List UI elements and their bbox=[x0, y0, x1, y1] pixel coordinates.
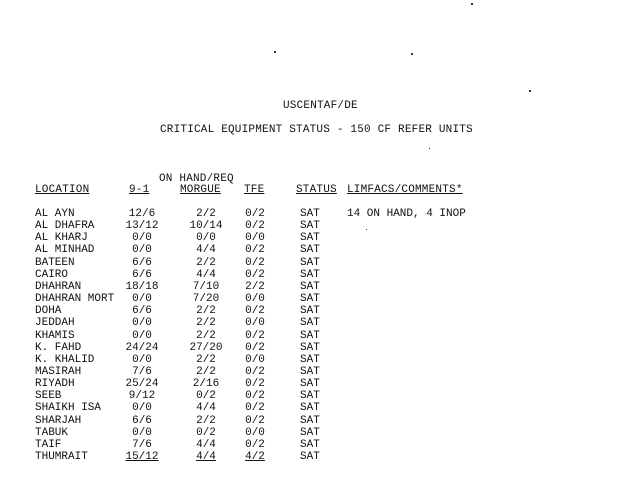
tfe-cell: 0/2 bbox=[245, 365, 265, 378]
nine-one-cell: 0/0 bbox=[132, 232, 152, 245]
scan-speck bbox=[471, 3, 473, 5]
nine-one-cell: 6/6 bbox=[132, 305, 152, 318]
location-cell: DOHA bbox=[35, 305, 62, 318]
status-cell: SAT bbox=[300, 426, 320, 439]
morgue-cell: 2/16 bbox=[192, 378, 220, 391]
nine-one-cell: 15/12 bbox=[125, 451, 159, 463]
morgue-cell: 7/20 bbox=[192, 293, 220, 306]
nine-one-cell: 0/0 bbox=[132, 402, 152, 415]
location-cell: AL MINHAD bbox=[35, 244, 95, 257]
status-cell: SAT bbox=[300, 390, 320, 403]
table-row bbox=[0, 330, 640, 342]
tfe-cell: 0/0 bbox=[245, 317, 265, 330]
tfe-cell: 0/2 bbox=[245, 341, 265, 354]
table-row bbox=[0, 402, 640, 414]
table-row bbox=[0, 427, 640, 439]
status-cell: SAT bbox=[300, 353, 320, 366]
table-row bbox=[0, 439, 640, 451]
table-row bbox=[0, 293, 640, 305]
tfe-cell: 0/2 bbox=[245, 438, 265, 451]
status-cell: SAT bbox=[300, 378, 320, 391]
header-status: STATUS bbox=[296, 184, 337, 196]
location-cell: K. KHALID bbox=[35, 353, 95, 366]
morgue-cell: 7/10 bbox=[192, 280, 220, 293]
status-cell: SAT bbox=[300, 232, 320, 245]
location-cell: KHAMIS bbox=[35, 329, 75, 342]
org-heading: USCENTAF/DE bbox=[283, 100, 358, 112]
tfe-cell: 0/2 bbox=[245, 256, 265, 269]
status-cell: SAT bbox=[300, 451, 320, 463]
nine-one-cell: 7/6 bbox=[132, 438, 152, 451]
nine-one-cell: 0/0 bbox=[132, 353, 152, 366]
nine-one-cell: 7/6 bbox=[132, 365, 152, 378]
location-cell: TAIF bbox=[35, 438, 62, 451]
location-cell: AL DHAFRA bbox=[35, 220, 95, 233]
table-row bbox=[0, 342, 640, 354]
tfe-cell: 0/2 bbox=[245, 208, 265, 220]
nine-one-cell: 0/0 bbox=[132, 329, 152, 342]
location-cell: MASIRAH bbox=[35, 365, 82, 378]
scan-speck bbox=[366, 229, 367, 230]
tfe-cell: 0/0 bbox=[245, 426, 265, 439]
header-comments: LIMFACS/COMMENTS* bbox=[347, 184, 463, 196]
status-cell: SAT bbox=[300, 293, 320, 306]
morgue-cell: 2/2 bbox=[196, 317, 216, 330]
status-cell: SAT bbox=[300, 220, 320, 233]
on-hand-req-heading: ON HAND/REQ bbox=[159, 173, 234, 185]
header-tfe: TFE bbox=[244, 184, 265, 196]
nine-one-cell: 6/6 bbox=[132, 256, 152, 269]
morgue-cell: 2/2 bbox=[196, 329, 216, 342]
location-cell: DHAHRAN bbox=[35, 280, 82, 293]
morgue-cell: 0/0 bbox=[196, 232, 216, 245]
nine-one-cell: 25/24 bbox=[125, 378, 159, 391]
morgue-cell: 4/4 bbox=[196, 402, 216, 415]
header-morgue: MORGUE bbox=[180, 184, 221, 196]
table-row bbox=[0, 208, 640, 220]
tfe-cell: 0/2 bbox=[245, 305, 265, 318]
status-cell: SAT bbox=[300, 402, 320, 415]
status-cell: SAT bbox=[300, 256, 320, 269]
nine-one-cell: 18/18 bbox=[125, 280, 159, 293]
nine-one-cell: 9/12 bbox=[128, 390, 156, 403]
tfe-cell: 0/2 bbox=[245, 268, 265, 281]
table-row bbox=[0, 317, 640, 329]
nine-one-cell: 6/6 bbox=[132, 268, 152, 281]
morgue-cell: 2/2 bbox=[196, 414, 216, 427]
document-title: CRITICAL EQUIPMENT STATUS - 150 CF REFER UNITS bbox=[160, 124, 473, 136]
status-cell: SAT bbox=[300, 268, 320, 281]
nine-one-cell: 6/6 bbox=[132, 414, 152, 427]
location-cell: SHAIKH ISA bbox=[35, 402, 102, 415]
morgue-cell: 4/4 bbox=[196, 438, 216, 451]
morgue-cell: 2/2 bbox=[196, 365, 216, 378]
table-row bbox=[0, 415, 640, 427]
tfe-cell: 0/2 bbox=[245, 244, 265, 257]
nine-one-cell: 0/0 bbox=[132, 317, 152, 330]
status-cell: SAT bbox=[300, 365, 320, 378]
status-cell: SAT bbox=[300, 280, 320, 293]
nine-one-cell: 13/12 bbox=[125, 220, 159, 233]
nine-one-cell: 24/24 bbox=[125, 341, 159, 354]
location-cell: AL KHARJ bbox=[35, 232, 88, 245]
morgue-cell: 2/2 bbox=[196, 305, 216, 318]
tfe-cell: 0/2 bbox=[245, 329, 265, 342]
table-row bbox=[0, 451, 640, 463]
morgue-cell: 10/14 bbox=[189, 220, 223, 233]
table-row bbox=[0, 244, 640, 256]
tfe-cell: 0/2 bbox=[245, 220, 265, 233]
nine-one-cell: 0/0 bbox=[132, 293, 152, 306]
status-cell: SAT bbox=[300, 317, 320, 330]
comments-cell: 14 ON HAND, 4 INOP bbox=[347, 208, 466, 220]
nine-one-cell: 0/0 bbox=[132, 426, 152, 439]
tfe-cell: 0/2 bbox=[245, 402, 265, 415]
nine-one-cell: 0/0 bbox=[132, 244, 152, 257]
location-cell: SEEB bbox=[35, 390, 62, 403]
location-cell: TABUK bbox=[35, 426, 69, 439]
scan-speck bbox=[411, 53, 413, 55]
header-location: LOCATION bbox=[35, 184, 90, 196]
scan-speck bbox=[274, 51, 276, 53]
scan-speck bbox=[529, 90, 531, 92]
tfe-cell: 0/0 bbox=[245, 353, 265, 366]
morgue-cell: 4/4 bbox=[196, 244, 216, 257]
status-cell: SAT bbox=[300, 208, 320, 220]
location-cell: K. FAHD bbox=[35, 341, 82, 354]
tfe-cell: 4/2 bbox=[245, 451, 265, 463]
status-cell: SAT bbox=[300, 341, 320, 354]
table-row bbox=[0, 390, 640, 402]
table-row bbox=[0, 232, 640, 244]
morgue-cell: 4/4 bbox=[196, 451, 216, 463]
tfe-cell: 0/2 bbox=[245, 414, 265, 427]
table-row bbox=[0, 305, 640, 317]
nine-one-cell: 12/6 bbox=[128, 208, 156, 220]
table-row bbox=[0, 378, 640, 390]
status-cell: SAT bbox=[300, 414, 320, 427]
status-cell: SAT bbox=[300, 305, 320, 318]
table-row bbox=[0, 281, 640, 293]
location-cell: BATEEN bbox=[35, 256, 75, 269]
table-row bbox=[0, 269, 640, 281]
morgue-cell: 0/2 bbox=[196, 426, 216, 439]
table-row bbox=[0, 220, 640, 232]
tfe-cell: 0/0 bbox=[245, 293, 265, 306]
morgue-cell: 2/2 bbox=[196, 208, 216, 220]
tfe-cell: 0/0 bbox=[245, 232, 265, 245]
scan-speck bbox=[429, 148, 430, 149]
table-row bbox=[0, 354, 640, 366]
status-cell: SAT bbox=[300, 438, 320, 451]
tfe-cell: 2/2 bbox=[245, 280, 265, 293]
header-9-1: 9-1 bbox=[129, 184, 150, 196]
tfe-cell: 0/2 bbox=[245, 378, 265, 391]
location-cell: CAIRO bbox=[35, 268, 69, 281]
location-cell: JEDDAH bbox=[35, 317, 75, 330]
morgue-cell: 4/4 bbox=[196, 268, 216, 281]
location-cell: RIYADH bbox=[35, 378, 75, 391]
location-cell: SHARJAH bbox=[35, 414, 82, 427]
table-row bbox=[0, 257, 640, 269]
location-cell: AL AYN bbox=[35, 208, 75, 220]
morgue-cell: 0/2 bbox=[196, 390, 216, 403]
morgue-cell: 2/2 bbox=[196, 353, 216, 366]
location-cell: DHAHRAN MORT bbox=[35, 293, 115, 306]
status-cell: SAT bbox=[300, 244, 320, 257]
morgue-cell: 2/2 bbox=[196, 256, 216, 269]
table-row bbox=[0, 366, 640, 378]
status-cell: SAT bbox=[300, 329, 320, 342]
location-cell: THUMRAIT bbox=[35, 451, 88, 463]
tfe-cell: 0/2 bbox=[245, 390, 265, 403]
morgue-cell: 27/20 bbox=[189, 341, 223, 354]
